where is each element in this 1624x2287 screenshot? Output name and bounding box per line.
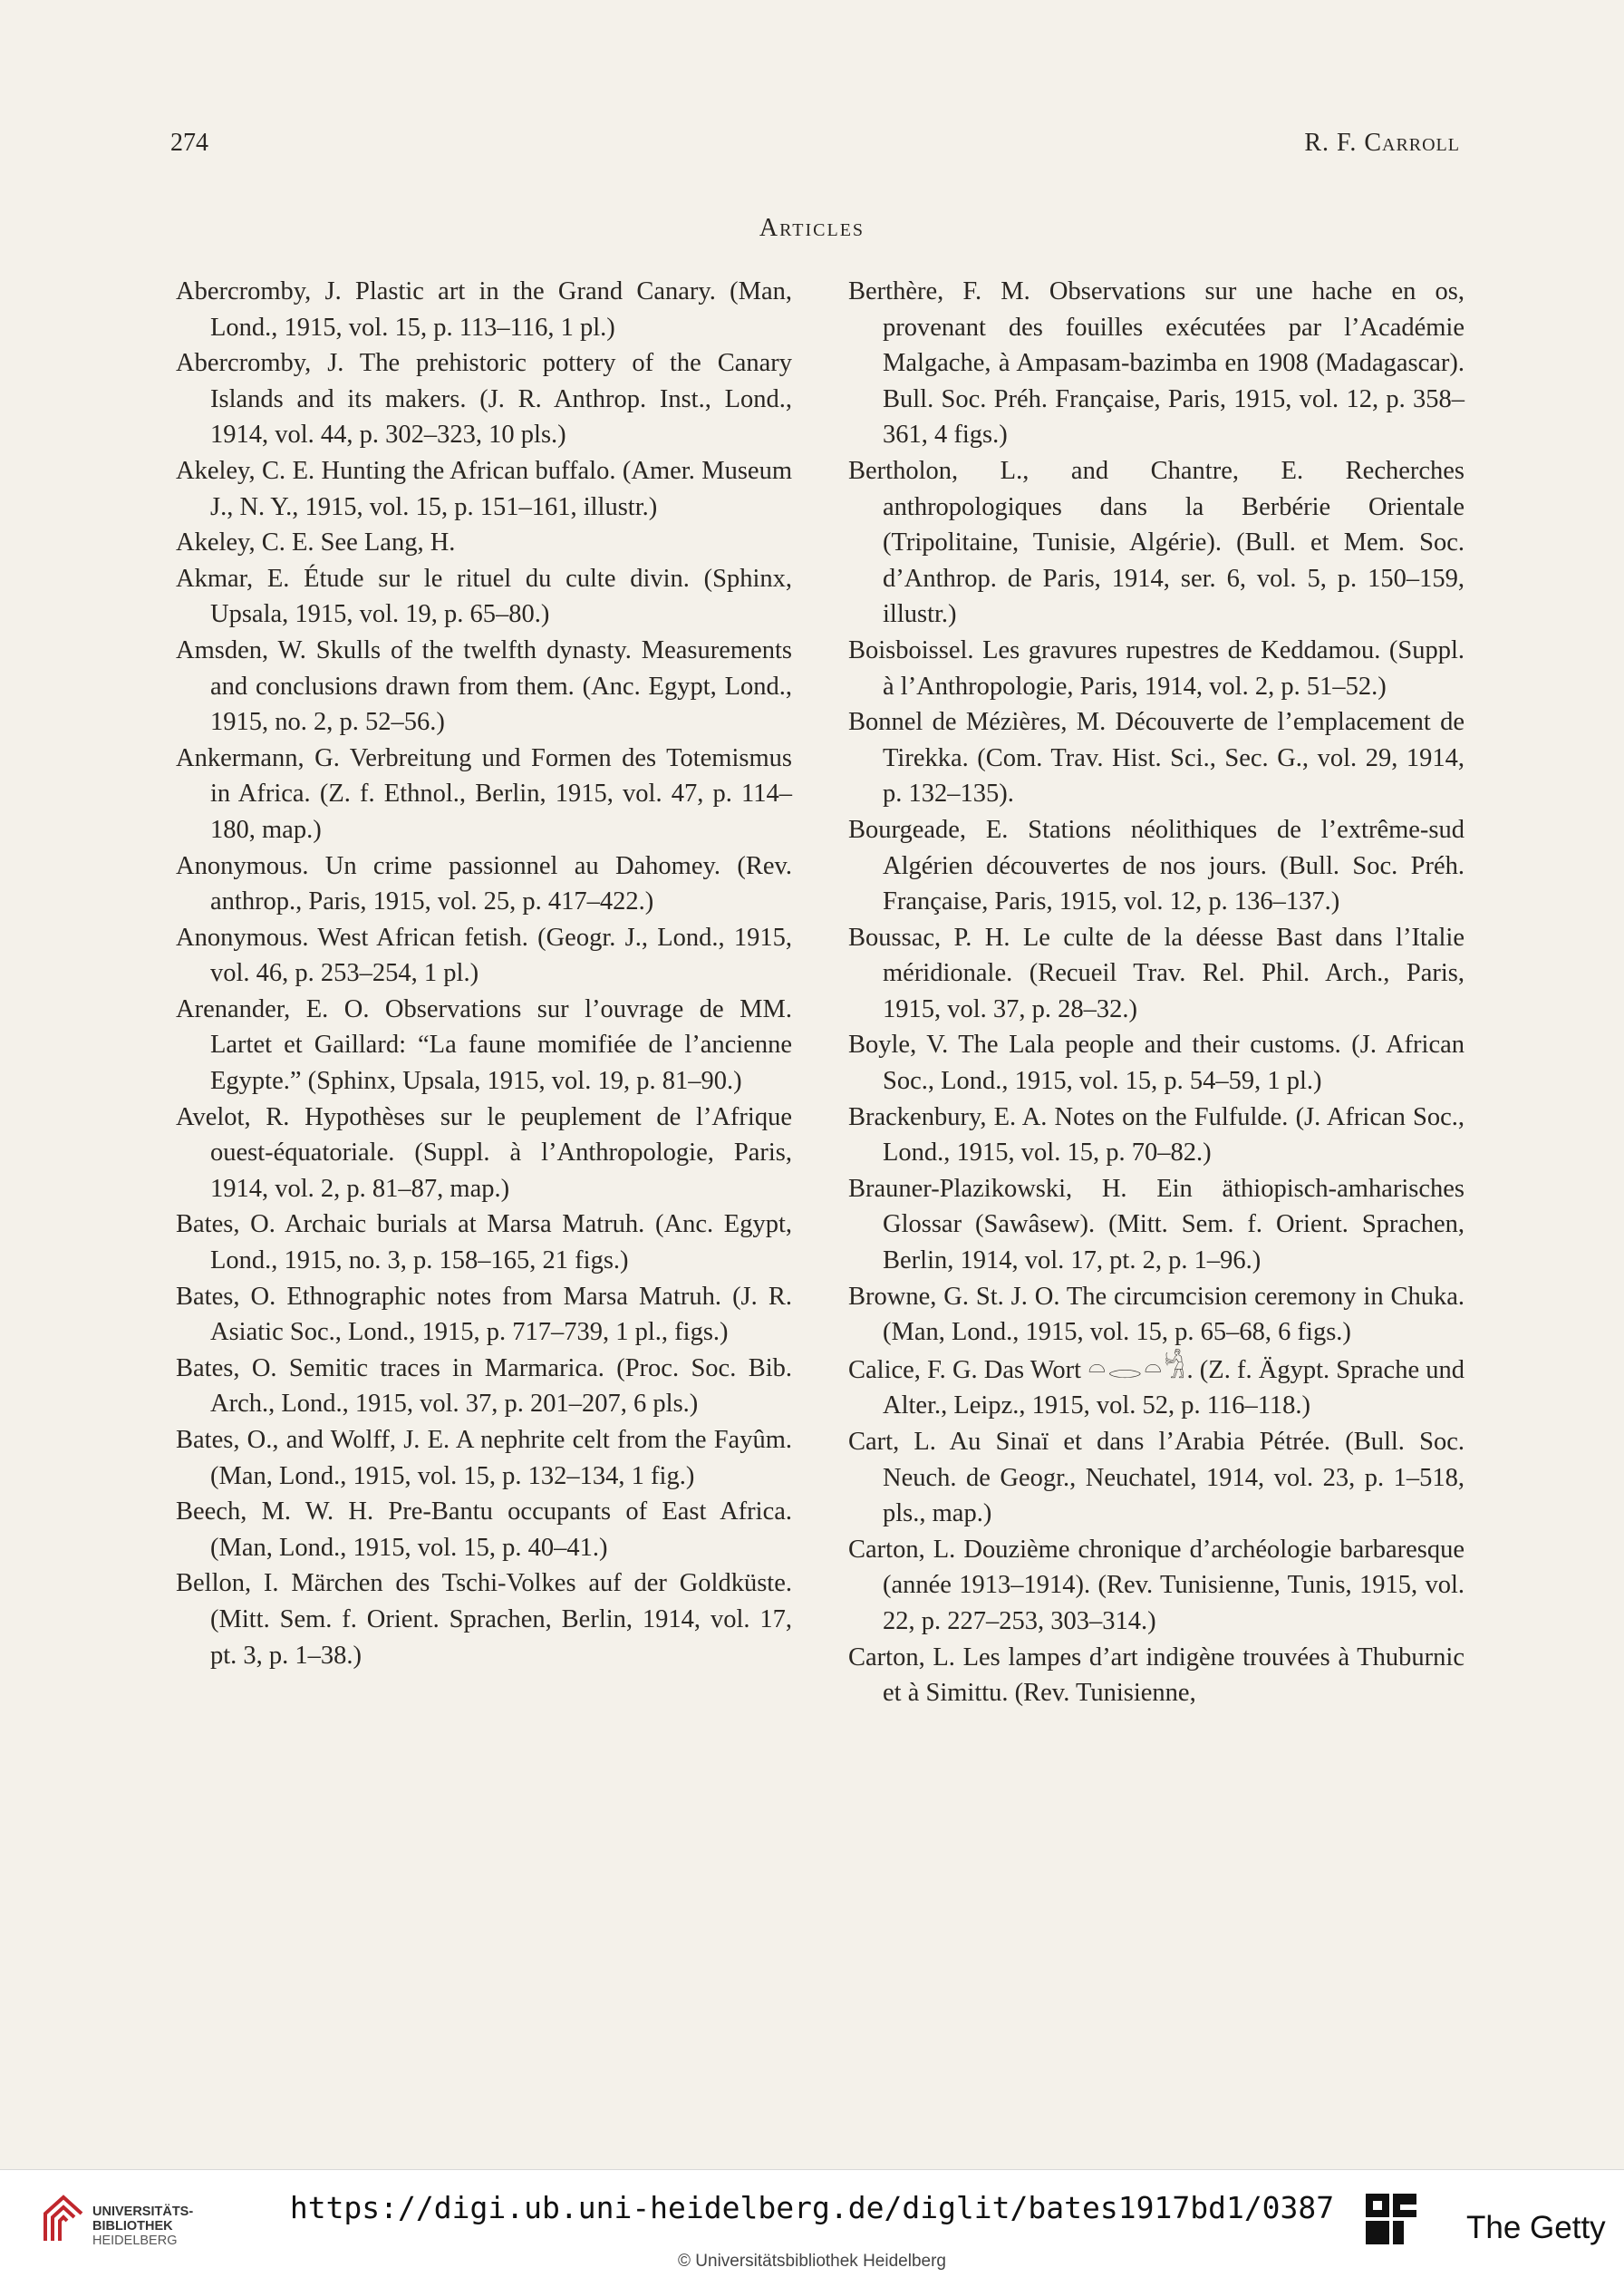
bibliography-entry: Bates, O., and Wolff, J. E. A nephrite celt from the Fayûm. (Man, Lond., 1915, vol. 15, p. 132–134, 1 fig.) xyxy=(176,1426,792,1490)
bibliography-entry-calice xyxy=(848,1351,1464,1424)
bibliography-entry: Abercromby, J. The prehistoric pottery of the Canary Islands and its makers. (J. R. Anthrop. Inst., Lond., 1914, vol. 44, p. 302–323, 10 pls.) xyxy=(176,349,792,450)
bibliography-entry: Akmar, E. Étude sur le rituel du culte divin. (Sphinx, Upsala, 1915, vol. 19, p. 65–80.) xyxy=(176,564,792,629)
library-name-line3: HEIDELBERG xyxy=(92,2234,178,2248)
bibliography-entry: Bertholon, L., and Chantre, E. Recherches anthropologiques dans la Berbérie Orientale (Tripolitaine, Tunisie, Algérie). (Bull. et Mem. Soc. d’Anthrop. de Paris, 1914, ser. 6, vol. 5, p. 150–159, illustr.) xyxy=(848,456,1464,629)
calice-entry-start: Calice, F. G. Das Wort xyxy=(848,1355,1082,1384)
bibliography-entry: Arenander, E. O. Observations sur l’ouvrage de MM. Lartet et Gaillard: “La faune momifiée de l’ancienne Egypte.” (Sphinx, Upsala, 1915, vol. 19, p. 81–90.) xyxy=(176,994,792,1096)
bibliography-entry: Cart, L. Au Sinaï et dans l’Arabia Pétrée. (Bull. Soc. Neuch. de Geogr., Neuchatel, 1914, vol. 23, p. 1–518, pls., map.) xyxy=(848,1428,1464,1528)
getty-logo[interactable] xyxy=(1364,2192,1606,2269)
bibliography-entry: Boussac, P. H. Le culte de la déesse Bast dans l’Italie méridionale. (Recueil Trav. Rel. Phil. Arch., Paris, 1915, vol. 37, p. 28–32.) xyxy=(848,923,1464,1023)
bibliography-entry: Bates, O. Ethnographic notes from Marsa Matruh. (J. R. Asiatic Soc., Lond., 1915, p. 717–739, 1 pl., figs.) xyxy=(176,1282,792,1347)
bibliography-entry: Boyle, V. The Lala people and their customs. (J. African Soc., Lond., 1915, vol. 15, p. 54–59, 1 pl.) xyxy=(848,1031,1464,1096)
bibliography-entry: Bates, O. Archaic burials at Marsa Matruh. (Anc. Egypt, Lond., 1915, no. 3, p. 158–165, 21 figs.) xyxy=(176,1210,792,1275)
bibliography-entry: Carton, L. Douzième chronique d’archéologie barbaresque (année 1913–1914). (Rev. Tunisienne, Tunis, 1915, vol. 22, p. 227–253, 303–314.) xyxy=(848,1535,1464,1635)
bibliography-entry: Bates, O. Semitic traces in Marmarica. (Proc. Soc. Bib. Arch., Lond., 1915, vol. 37, p. 201–207, 6 pls.) xyxy=(176,1353,792,1419)
getty-logo-icon xyxy=(1364,2192,1455,2264)
bibliography-entry: Anonymous. Un crime passionnel au Dahomey. (Rev. anthrop., Paris, 1915, vol. 25, p. 417–422.) xyxy=(176,851,792,916)
copyright-notice: © Universitätsbibliothek Heidelberg xyxy=(678,2252,946,2271)
hieroglyph-word: 𓏏𓂋𓏏𓀜 xyxy=(1088,1350,1187,1385)
bibliography-entry: Avelot, R. Hypothèses sur le peuplement de l’Afrique ouest-équatoriale. (Suppl. à l’Anthropologie, Paris, 1914, vol. 2, p. 81–87, map.) xyxy=(176,1102,792,1203)
bibliography-entry: Beech, M. W. H. Pre-Bantu occupants of East Africa. (Man, Lond., 1915, vol. 15, p. 40–41.) xyxy=(176,1497,792,1562)
bibliography-entry: Boisboissel. Les gravures rupestres de Keddamou. (Suppl. à l’Anthropologie, Paris, 1914, vol. 2, p. 51–52.) xyxy=(848,635,1464,701)
bibliography-entry: Brauner-Plazikowski, H. Ein äthiopisch-amharisches Glossar (Sawâsew). (Mitt. Sem. f. Orient. Sprachen, Berlin, 1914, vol. 17, pt. 2, p. 1–96.) xyxy=(848,1174,1464,1275)
bibliography-entry: Anonymous. West African fetish. (Geogr. J., Lond., 1915, vol. 46, p. 253–254, 1 pl.) xyxy=(176,923,792,988)
right-column xyxy=(848,274,1464,1711)
bibliography-entry: Bourgeade, E. Stations néolithiques de l’extrême-sud Algérien découvertes de nos jours. (Bull. Soc. Préh. Française, Paris, 1915, vol. 12, p. 136–137.) xyxy=(848,815,1464,916)
bibliography-entry: Brackenbury, E. A. Notes on the Fulfulde. (J. African Soc., Lond., 1915, vol. 15, p. 70–82.) xyxy=(848,1102,1464,1168)
calice-entry-rest: . (Z. f. Ägypt. Sprache und Alter., Leipz., 1915, vol. 52, p. 116–118.) xyxy=(883,1355,1465,1420)
left-column xyxy=(176,274,792,1673)
bibliography-entry: Browne, G. St. J. O. The circumcision ceremony in Chuka. (Man, Lond., 1915, vol. 15, p. 65–68, 6 figs.) xyxy=(848,1282,1464,1347)
bibliography-entry: Akeley, C. E. Hunting the African buffalo. (Amer. Museum J., N. Y., 1915, vol. 15, p. 151–161, illustr.) xyxy=(176,456,792,521)
page-number: 274 xyxy=(170,129,208,157)
library-name-line1: UNIVERSITÄTS- xyxy=(92,2205,194,2219)
bibliography-entry: Bonnel de Mézières, M. Découverte de l’emplacement de Tirekka. (Com. Trav. Hist. Sci., Sec. G., vol. 29, 1914, p. 132–135). xyxy=(848,708,1464,809)
permalink-url[interactable]: https://digi.ub.uni-heidelberg.de/diglit/bates1917bd1/0387 xyxy=(289,2190,1335,2225)
running-head: R. F. Carroll xyxy=(1304,129,1460,157)
bibliography-entry: Carton, L. Les lampes d’art indigène trouvées à Thuburnic et à Simittu. (Rev. Tunisienne, xyxy=(848,1643,1464,1708)
partner-name: The Getty xyxy=(1466,2210,1606,2245)
section-title: Articles xyxy=(759,214,865,242)
library-name-line2: BIBLIOTHEK xyxy=(92,2219,173,2234)
bibliography-entry: Akeley, C. E. See Lang, H. xyxy=(176,528,456,557)
footer-bar xyxy=(0,2169,1624,2287)
bibliography-entry: Amsden, W. Skulls of the twelfth dynasty. Measurements and conclusions drawn from them. (Anc. Egypt, Lond., 1915, no. 2, p. 52–56.) xyxy=(176,635,792,737)
bibliography-entry: Berthère, F. M. Observations sur une hache en os, provenant des fouilles exécutées par l’Académie Malgache, à Ampasam-bazimba en 1908 (Madagascar). Bull. Soc. Préh. Française, Paris, 1915, vol. 12, p. 358–361, 4 figs.) xyxy=(848,277,1464,450)
bibliography-entry: Ankermann, G. Verbreitung und Formen des Totemismus in Africa. (Z. f. Ethnol., Berlin, 1915, vol. 47, p. 114–180, map.) xyxy=(176,743,792,844)
bibliography-entry: Abercromby, J. Plastic art in the Grand Canary. (Man, Lond., 1915, vol. 15, p. 113–116, 1 pl.) xyxy=(176,277,792,342)
bibliography-entry: Bellon, I. Märchen des Tschi-Volkes auf der Goldküste. (Mitt. Sem. f. Orient. Sprachen, Berlin, 1914, vol. 17, pt. 3, p. 1–38.) xyxy=(176,1569,792,1670)
